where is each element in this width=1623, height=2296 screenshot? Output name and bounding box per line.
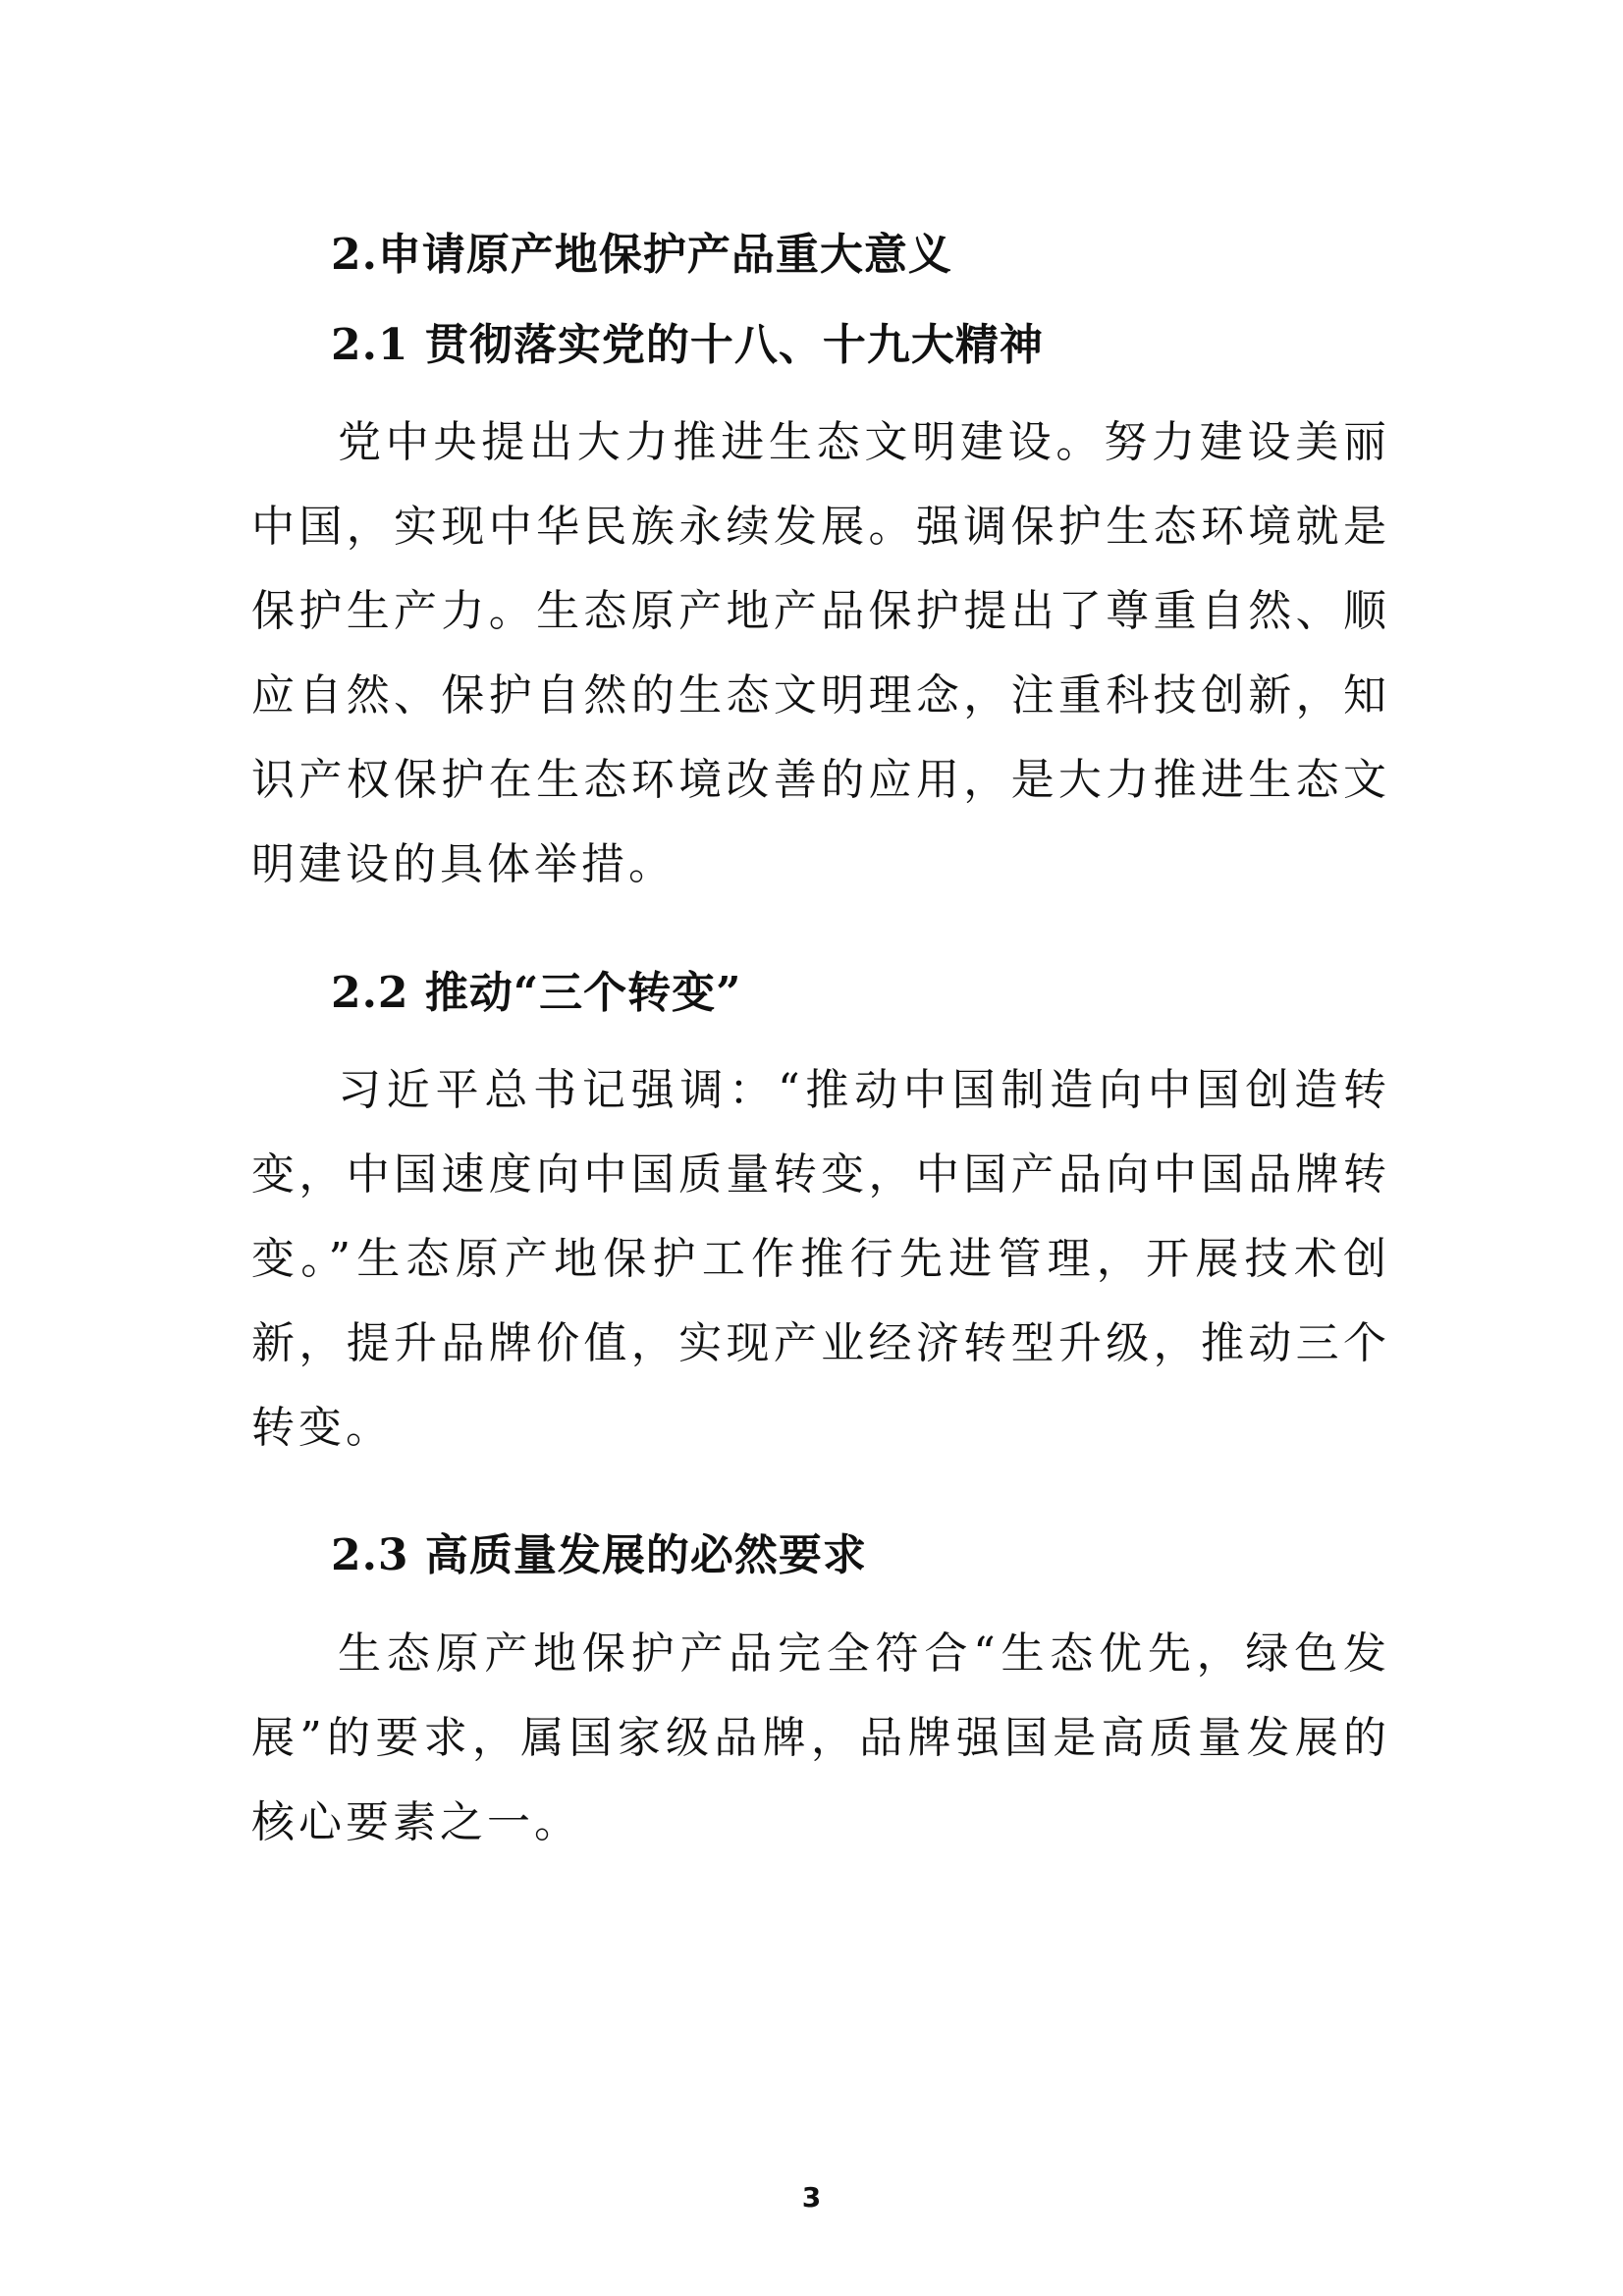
section-heading-2-1: 2.1 贯彻落实党的十八、十九大精神	[331, 320, 1044, 370]
section-body-2-1: 党中央提出大力推进生态文明建设。努力建设美丽中国，实现中华民族永续发展。强调保护生态环境就是保护生产力。生态原产地产品保护提出了尊重自然、顺应自然、保护自然的生态文明理念，注重科技创新，知识产权保护在生态环境改善的应用，是大力推进生态文明建设的具体举措。	[251, 417, 1390, 889]
section-heading-2-3: 2.3 高质量发展的必然要求	[331, 1530, 867, 1580]
heading-main: 2.申请原产地保护产品重大意义	[331, 230, 952, 280]
page-number: 3	[801, 2181, 822, 2214]
section-body-2-3: 生态原产地保护产品完全符合“生态优先，绿色发展”的要求，属国家级品牌，品牌强国是高质量发展的核心要素之一。	[251, 1629, 1390, 1847]
section-heading-2-2: 2.2 推动“三个转变”	[331, 968, 742, 1018]
section-body-2-2: 习近平总书记强调：“推动中国制造向中国创造转变，中国速度向中国质量转变，中国产品向中国品牌转变。”生态原产地保护工作推行先进管理，开展技术创新，提升品牌价值，实现产业经济转型升级，推动三个转变。	[251, 1065, 1390, 1453]
